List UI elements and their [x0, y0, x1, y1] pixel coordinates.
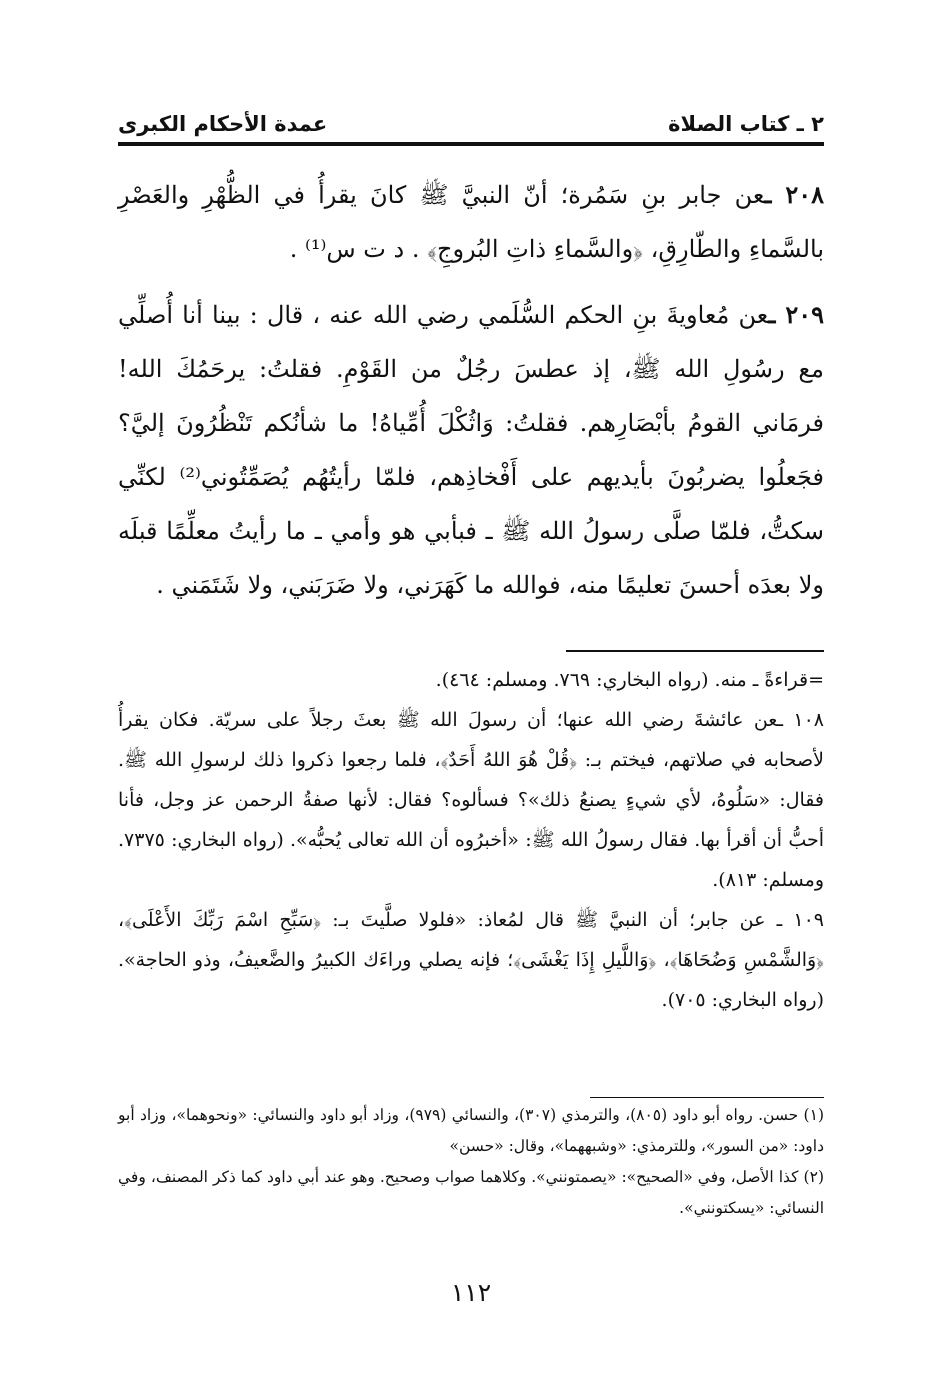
- hadith-208-text: عن جابر بنِ سَمُرة؛ أنّ النبيَّ ﷺ كانَ يقرأُ في الظُّهْرِ والعَصْرِ بالسَّماءِ والطّارِقِ، ﴿والسَّماءِ ذاتِ البُروجِ﴾ . د ت س⁽¹⁾ .: [118, 181, 824, 263]
- footnote-2: (٢) كذا الأصل، وفي «الصحيح»: «يصمتونني». وكلاهما صواب وصحيح. وهو عند أبي داود كما ذكر المصنف، وفي النسائي: «يسكتونني».: [118, 1168, 824, 1217]
- footnotes-separator: [590, 1097, 824, 1098]
- book-title: عمدة الأحكام الكبرى: [118, 112, 328, 136]
- footnotes-section: [118, 1100, 824, 1224]
- header-rule: [118, 142, 824, 146]
- page-number: ١١٢: [450, 1278, 492, 1307]
- hadith-209-number: ٢٠٩ ـ: [768, 300, 825, 329]
- note-109: ١٠٩ ـ عن جابر؛ أن النبيَّ ﷺ قال لمُعاذ: «فلولا صلَّيتَ بـ: ﴿سَبِّحِ اسْمَ رَبِّكَ الأَعْلَى﴾، ﴿وَالشَّمْسِ وَضُحَاهَا﴾، ﴿وَاللَّيلِ إِذَا يَغْشَى﴾؛ فإنه يصلي وراءَك الكبيرُ والضَّعيفُ، وذو الحاجة». (رواه البخاري: ٧٠٥).: [118, 909, 824, 1011]
- hadith-209-text: عن مُعاويةَ بنِ الحكم السُّلَمي رضي الله عنه ، قال : بينا أنا أُصلِّي مع رسُولِ الله ﷺ، إذ عطسَ رجُلٌ من القَوْمِ. فقلتُ: يرحَمُكَ الله! فرمَاني القومُ بأبْصَارِهم. فقلتُ: وَاثُكْلَ أُمِّياهُ! ما شأنُكم تَنْظُرُونَ إليَّ؟ فجَعلُوا يضربُونَ بأيديهم على أَفْخاذِهم، فلمّا رأيتُهُم يُصَمِّتُوني⁽²⁾ لكنِّي سكتُّ، فلمّا صلَّى رسولُ الله ﷺ ـ فبأبي هو وأمي ـ ما رأيتُ معلِّمًا قبلَه ولا بعدَه أحسنَ تعليمًا منه، فوالله ما كَهَرَني، ولا ضَرَبَني، ولا شَتَمَني .: [118, 301, 825, 599]
- note-continuation: =قراءةً ـ منه. (رواه البخاري: ٧٦٩. ومسلم: ٤٦٤).: [435, 669, 824, 691]
- note-108: ١٠٨ ـعن عائشةَ رضي الله عنها؛ أن رسولَ الله ﷺ بعثَ رجلاً على سريّة. فكان يقرأُ لأصحابه في صلاتهم، فيختم بـ: ﴿قُلْ هُوَ اللهُ أَحَدٌ﴾، فلما رجعوا ذكروا ذلك لرسولِ الله ﷺ. فقال: «سَلُوهُ، لأي شيءٍ يصنعُ ذلك»؟ فسألوه؟ فقال: لأنها صفةُ الرحمن عز وجل، فأنا أحبُّ أن أقرأ بها. فقال رسولُ الله ﷺ: «أخبرُوه أن الله تعالى يُحبُّه». (رواه البخاري: ٧٣٧٥. ومسلم: ٨١٣).: [118, 709, 824, 891]
- hadith-209: [118, 288, 824, 612]
- footnote-1: (١) حسن. رواه أبو داود (٨٠٥)، والترمذي (٣٠٧)، والنسائي (٩٧٩)، وزاد أبو داود والنسائي: «ونحوهما»، وزاد أبو داود: «من السور»، وللترمذي: «وشبههما»، وقال: «حسن»: [118, 1106, 824, 1155]
- notes-section: [118, 660, 824, 1020]
- hadith-208-number: ٢٠٨ ـ: [764, 180, 824, 209]
- hadith-208: [118, 168, 824, 276]
- running-header: [118, 102, 824, 136]
- notes-separator: [566, 650, 824, 652]
- chapter-title: ٢ ـ كتاب الصلاة: [668, 112, 824, 136]
